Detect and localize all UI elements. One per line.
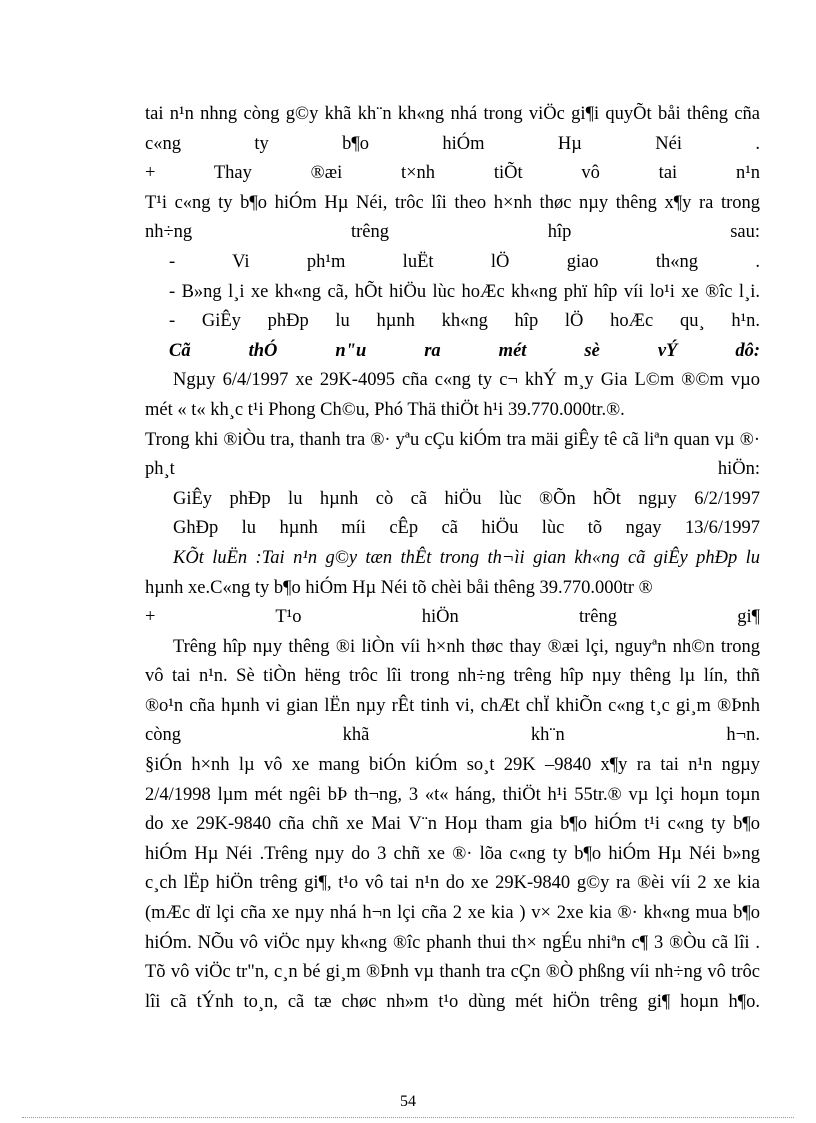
bullet-line: - B»ng l¸i xe kh«ng cã, hÕt hiÖu lùc hoÆc kh«ng phï hîp víi lo¹i xe ®îc l¸i.: [169, 281, 760, 302]
subheading: Cã thÓ n"u ra mét sè vÝ dô:: [169, 340, 760, 361]
text-line: c«ng ty b¶o hiÓm Hµ Néi .: [145, 133, 760, 154]
text-line: Trêng hîp nµy thêng ®i liÒn víi h×nh thøc thay ®æi lçi, nguyªn nh©n trong: [173, 636, 760, 657]
page-number: 54: [400, 1093, 416, 1110]
text-line: do xe 29K-9840 cña chñ xe Mai V¨n Hoµ tham gia b¶o hiÓm t¹i c«ng ty b¶o: [145, 814, 760, 835]
text-line: hµnh xe.C«ng ty b¶o hiÓm Hµ Néi tõ chèi båi thêng 39.770.000tr ®: [145, 577, 653, 598]
text-line: T¹i c«ng ty b¶o hiÓm Hµ Néi, trôc lîi theo h×nh thøc nµy thêng x¶y ra trong: [145, 192, 760, 213]
text-line: §iÓn h×nh lµ vô xe mang biÓn kiÓm so¸t 29K –9840 x¶y ra tai n¹n ngµy: [145, 755, 760, 776]
conclusion-line: [145, 544, 760, 574]
text-line: tai n¹n nhng còng g©y khã kh¨n kh«ng nhá trong viÖc gi¶i quyÕt båi thêng cña: [145, 104, 760, 124]
conclusion-label: KÕt luËn :Tai n¹n g©y tæn thÊt trong th¬ìi gian kh«ng cã giÊy phÐp lu: [173, 547, 760, 568]
text-line: hiÓm. NÕu vô viÖc nµy kh«ng ®îc phanh thui th× ngÉu nhiªn c¶ 3 ®Òu cã lîi .: [145, 932, 760, 953]
text-line: + T¹o hiÖn trêng gi¶: [145, 607, 760, 628]
text-line: hiÓm Hµ Néi .Trêng nµy do 3 chñ xe ®· lõa c«ng ty b¶o hiÓm Hµ Néi b»ng: [145, 843, 760, 864]
text-line: lîi cã tÝnh to¸n, cã tæ chøc nh»m t¹o dùng mét hiÖn trêng gi¶ hoµn h¶o.: [145, 991, 760, 1012]
page-body: [145, 100, 760, 1017]
text-line: nh÷ng trêng hîp sau:: [145, 222, 760, 243]
text-line: còng khã kh¨n h¬n.: [145, 725, 760, 746]
text-line: GhÐp lu hµnh míi cÊp cã hiÖu lùc tõ ngay 13/6/1997: [173, 518, 760, 539]
text-line: vô tai n¹n. Sè tiÒn hëng trôc lîi trong nh÷ng trêng hîp nµy thêng lµ lín, thñ: [145, 666, 760, 687]
footer-divider: [22, 1117, 794, 1118]
text-line: Trong khi ®iÒu tra, thanh tra ®· yªu cÇu kiÓm tra mäi giÊy tê cã liªn quan vµ ®·: [145, 429, 760, 450]
text-line: c¸ch lËp hiÖn trêng gi¶, t¹o vô tai n¹n do xe 29K-9840 g©y ra ®èi víi 2 xe kia: [145, 873, 760, 894]
text-line: + Thay ®æi t×nh tiÕt vô tai n¹n: [145, 163, 760, 184]
text-line: ®o¹n cña hµnh vi gian lËn nµy rÊt tinh vi, chÆt chÏ khiÕn c«ng t¸c gi¸m ®Þnh: [145, 695, 760, 716]
bullet-line: - Vi ph¹m luËt lÖ giao th«ng .: [169, 251, 760, 272]
text-line: Ngµy 6/4/1997 xe 29K-4095 cña c«ng ty c¬ khÝ m¸y Gia L©m ®©m vµo: [173, 370, 760, 391]
text-line: Tõ vô viÖc tr"n, c¸n bé gi¸m ®Þnh vµ thanh tra cÇn ®Ò phßng víi nh÷ng vô trôc: [145, 962, 760, 983]
text-line: 2/4/1998 lµm mét ngêi bÞ th¬ng, 3 «t« háng, thiÖt h¹i 55tr.® vµ lçi hoµn toµn: [145, 784, 760, 805]
bullet-line: - GiÊy phÐp lu hµnh kh«ng hîp lÖ hoÆc qu¸ h¹n.: [169, 311, 760, 332]
text-line: (mÆc dï lçi cña xe nµy nhá h¬n lçi cña 2 xe kia ) v× 2xe kia ®· kh«ng mua b¶o: [145, 903, 760, 924]
text-line: GiÊy phÐp lu hµnh cò cã hiÖu lùc ®Õn hÕt ngµy 6/2/1997: [173, 488, 760, 509]
text-line: ph¸t hiÖn:: [145, 459, 760, 480]
text-line: mét « t« kh¸c t¹i Phong Ch©u, Phó Thä thiÖt h¹i 39.770.000tr.®.: [145, 399, 625, 420]
